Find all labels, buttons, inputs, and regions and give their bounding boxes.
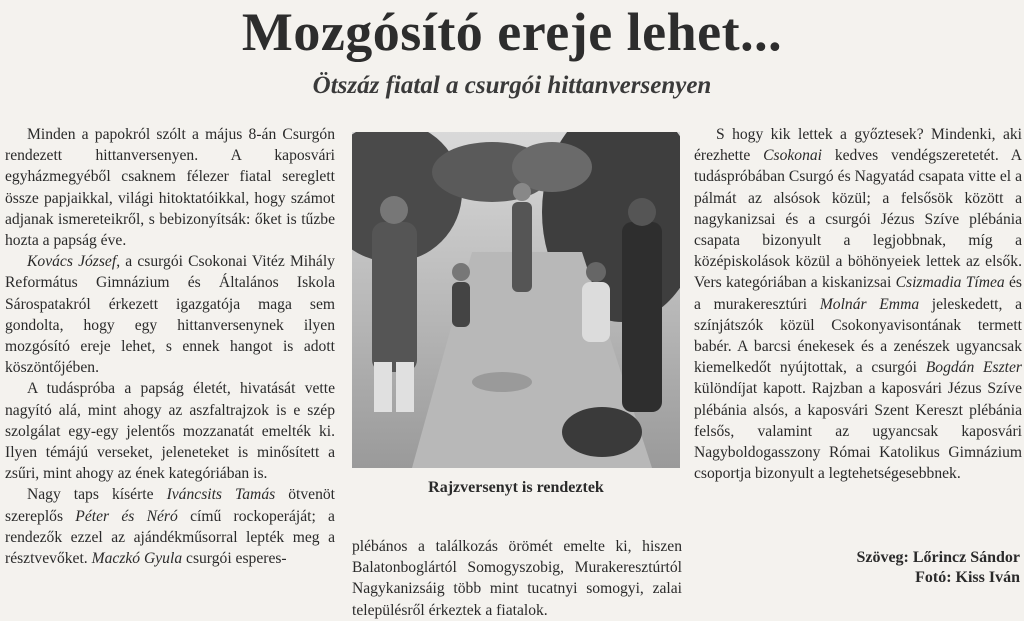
- paragraph-text: csurgói esperes-: [182, 550, 287, 568]
- article-credits: [856, 548, 1020, 588]
- paragraph-text: jeleskedett, a színjátszók közül Csokonyavisontának termett babér. A barcsi énekesek és a zenészek ugyancsak kiemelkedőt nyújtottak, a csurgói: [694, 295, 1022, 377]
- person-name: Bogdán Eszter: [925, 359, 1022, 377]
- person-name: Iváncsits Tamás: [166, 486, 276, 504]
- paragraph-text: S hogy kik lettek a győztesek? Mindenki, aki érezhette: [694, 126, 1022, 165]
- paragraph: [5, 484, 335, 569]
- photo-credit: Fotó: Kiss Iván: [915, 569, 1020, 586]
- article-subtitle: Ötszáz fiatal a csurgói hittanversenyen: [312, 72, 712, 99]
- paragraph: Minden a papokról szólt a május 8-án Csurgón rendezett hittanversenyen. A kaposvári egyházmegyéből csaknem félezer fiatal sereglett össze papjaikkal, világi hitoktatóikkal, hogy számot adjanak ismereteikről, s bebizonyítsák: őket is tűzbe hozta a papság éve.: [5, 126, 335, 250]
- paragraph: plébános a találkozás örömét emelte ki, hiszen Balatonboglártól Somogyszobig, Murakeresztúrtól Nagykanizsáig több mint tucatnyi somogyi, zalai településről érkeztek a fiatalok.: [352, 538, 682, 619]
- photo-children-drawing-icon: [352, 132, 680, 468]
- paragraph-text: , a csurgói Csokonai Vitéz Mihály Református Gimnázium és Általános Iskola Sárospatakról érkezett igazgatója maga sem gondolta, hogy egy hittanversenynek ilyen mozgósító ereje lehet, s ennek hangot is adott köszöntőjében.: [5, 253, 335, 377]
- person-name: Molnár Emma: [819, 295, 920, 313]
- paragraph-text: különdíjat kapott. Rajzban a kaposvári Jézus Szíve plébánia alsós, a kaposvári Szent Kereszt plébánia felsős, valamint az ugyancsak kaposvári Nagyboldogasszony Római Katolikus Gimnázium csoportja bizonyult a legtehetségesebbnek.: [694, 380, 1022, 483]
- article-photo: [352, 132, 680, 468]
- person-name: Kovács József: [27, 253, 117, 271]
- photo-caption: Rajzversenyt is rendeztek: [428, 479, 604, 496]
- paragraph-text: és a murakeresztúri: [694, 274, 1022, 313]
- person-name: Maczkó Gyula: [91, 550, 183, 568]
- paragraph: A tudáspróba a papság életét, hivatását vette nagyító alá, mint ahogy az aszfaltrajzok is e szép szolgálat egy-egy jelentős mozzanatát emelték ki. Ilyen témájú verseket, jeleneteket is minősített a zsűri, mint ahogy az ének kategóriában is.: [5, 380, 335, 483]
- paragraph-text: című rockoperáját; a rendezők ezzel az ajándékműsorral lepték meg a résztvevőket.: [5, 507, 335, 568]
- town-name: Csokonai: [763, 147, 823, 165]
- paragraph: [694, 124, 1022, 484]
- paragraph: [5, 251, 335, 378]
- paragraph-text: Nagy taps kísérte: [27, 486, 167, 504]
- column-3: [694, 124, 1022, 484]
- column-2: [352, 536, 682, 621]
- work-title: Péter és Néró: [75, 507, 178, 525]
- column-1: [5, 124, 335, 569]
- text-credit: Szöveg: Lőrincz Sándor: [856, 549, 1020, 566]
- person-name: Csizmadia Tímea: [895, 274, 1005, 292]
- article-title: Mozgósító ereje lehet...: [241, 2, 783, 62]
- paragraph-text: kedves vendégszeretetét. A tudáspróbában Csurgó és Nagyatád csapata vitte el a pálmát az alsósok közül; a felsősök között a nagykanizsai és a csurgói Jézus Szíve plébánia csapata bizonyult a legjobbnak, míg a középiskolások közül a böhönyeiek lettek az elsők. Vers kategóriában a kiskanizsai: [694, 147, 1022, 292]
- paragraph-text: ötvenöt szereplős: [5, 486, 335, 525]
